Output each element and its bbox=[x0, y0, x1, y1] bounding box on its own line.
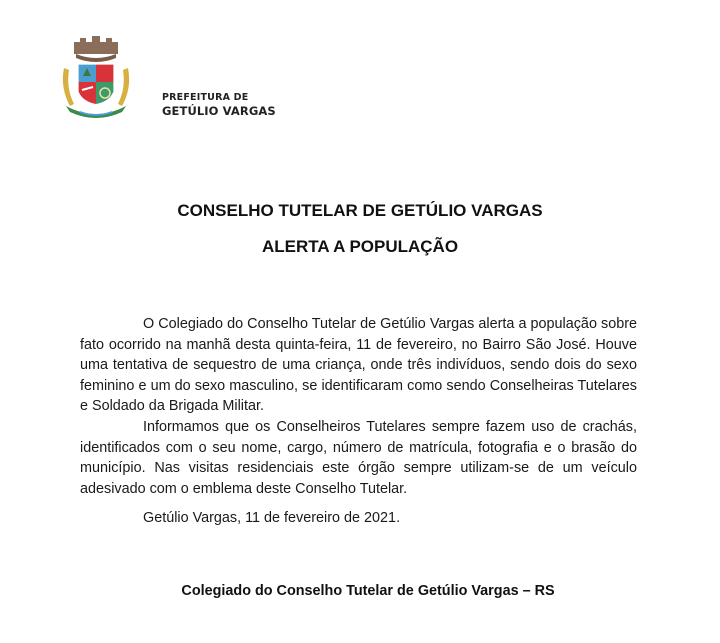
document-body bbox=[80, 314, 637, 499]
org-line-1: PREFEITURA DE bbox=[162, 92, 249, 103]
paragraph: Informamos que os Conselheiros Tutelares sempre fazem uso de crachás, identificados com o seu nome, cargo, número de matrícula, fotografia e o brasão do município. Nas visitas residenciais este órgão sempre utilizam-se de um veículo adesivado com o emblema deste Conselho Tutelar. bbox=[80, 418, 637, 497]
document-title: CONSELHO TUTELAR DE GETÚLIO VARGAS bbox=[177, 201, 543, 220]
paragraph: O Colegiado do Conselho Tutelar de Getúlio Vargas alerta a população sobre fato ocorrido na manhã desta quinta-feira, 11 de fevereiro, no Bairro São José. Houve uma tentativa de sequestro de uma criança, onde três indivíduos, sendo dois do sexo feminino e um do sexo masculino, se identificaram como sendo Conselheiras Tutelares e Soldado da Brigada Militar. bbox=[80, 316, 637, 415]
signature: Colegiado do Conselho Tutelar de Getúlio Vargas – RS bbox=[181, 583, 555, 599]
municipal-coat-of-arms-icon bbox=[56, 32, 136, 124]
org-line-2: GETÚLIO VARGAS bbox=[162, 104, 276, 118]
municipality-name bbox=[162, 92, 276, 118]
date-line: Getúlio Vargas, 11 de fevereiro de 2021. bbox=[143, 510, 401, 526]
document-subtitle: ALERTA A POPULAÇÃO bbox=[261, 237, 459, 256]
